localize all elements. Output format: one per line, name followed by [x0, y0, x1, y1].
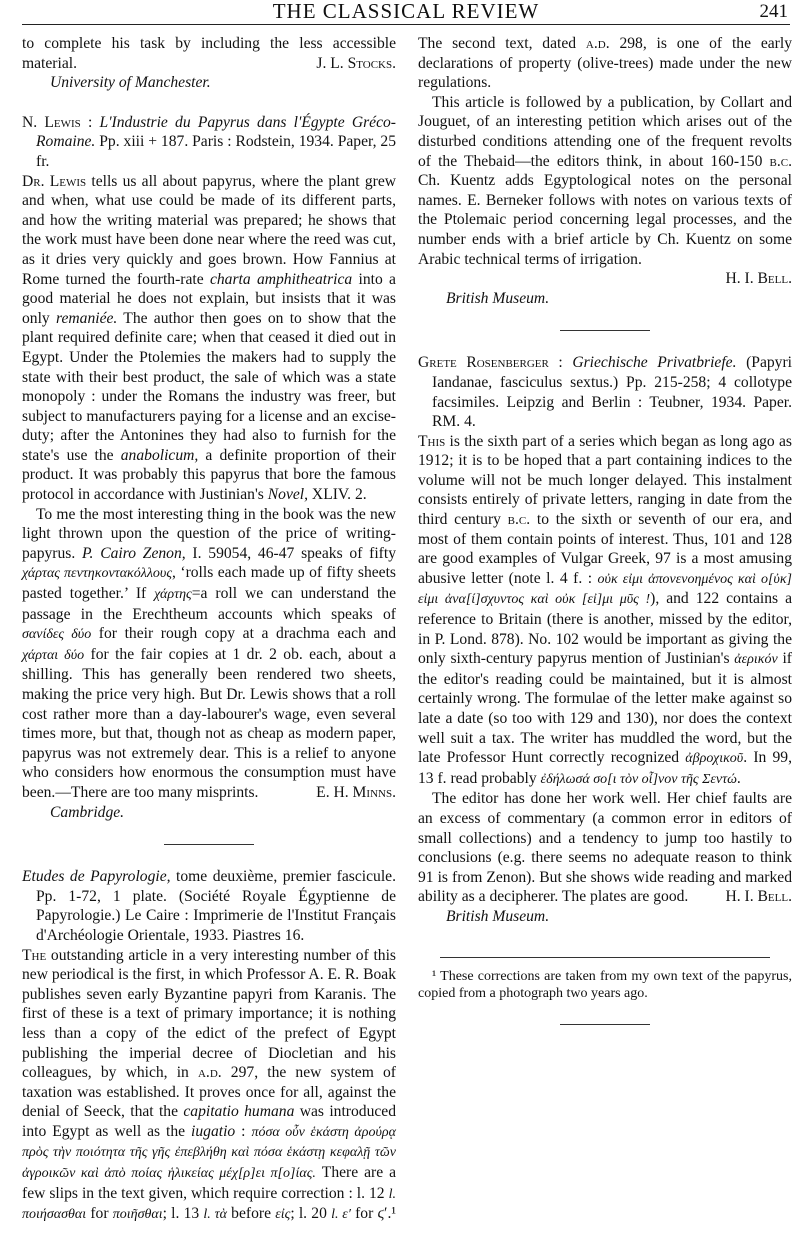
author-signature: E. H. Minns.: [316, 783, 396, 801]
text-run: ¹ These corrections are taken from my own text of the papyrus, copied from a photograph two years ago.: [418, 968, 792, 1001]
text-run: The author then goes on to show that the plant required definite care; when that ceased it died out in Egypt. Under the Ptolemies the makers had to supply the state with their best product, the sale of which was a state monopoly : under the Romans the industry was freer, but subject to manufacturers paying for a license and an excise-duty; after the Antonines they had also to furnish for the state's use the: [22, 309, 396, 464]
running-title: THE CLASSICAL REVIEW: [272, 0, 540, 23]
text-run: to complete his task by including the less accessible material.: [22, 35, 396, 72]
paragraph: [22, 34, 396, 73]
text-run: for the fair copies at 1 dr. 2 ob. each, about a shilling. This has generally been rendered two sheets, making the price very high. But Dr. Lewis shows that a roll cost rather more than a day-labourer's wage, even several times more, but that, though not as cheap as modern paper, papyrus was not extremely dear. This is a relief to anyone who considers how enormous the consumption must have been.—There are too many misprints.: [22, 645, 396, 801]
greek-text: πόσα οὖν ἑκάστη ἀρούρᾳ πρὸς τὴν ποιότητα τῆς γῆς ἐπεβλήθη καὶ πόσα ἑκάστῃ κεφαλῇ τῶν ἀγροικῶν καὶ ἀπὸ ποίας ἡλικείας μέχ[ρ]ει π[ο]ίας.: [22, 1124, 396, 1182]
section-divider: [164, 844, 254, 845]
text-run: Pp. xiii + 187. Paris : Rodstein, 1934. Paper, 25 fr.: [36, 133, 396, 170]
text-run: is the sixth part of a series which began as long ago as 1912; it is to be hoped that a part containing indices to the volume will not be much longer delayed. This instalment consists entirely of private letters, ranging in date from the third century: [418, 432, 792, 529]
greek-text: l. τὰ: [203, 1207, 227, 1223]
greek-text: χάρτης: [154, 587, 192, 603]
text-run: was introduced into Egypt as well as the: [22, 1103, 397, 1140]
greek-text: εἰς: [275, 1207, 291, 1223]
author-signature: H. I. Bell.: [725, 270, 792, 288]
greek-text: οὐκ εἰμι ἀπονενοημένος καὶ ο[ὐκ] εἰμι ἀνα[ί]σχυντος καὶ οὐκ [εἰ]μι μῦς !: [418, 571, 792, 608]
greek-text: ἀερικόν: [734, 652, 778, 668]
italic-text: Novel,: [267, 486, 309, 504]
text-run: ; l. 20: [290, 1205, 332, 1223]
text-run: This article is followed by a publication, by Collart and Jouguet, of an interesting petition which arises out of the disturbed conditions attending one of the frequent revolts of the Thebaid—the editors think, in about 160-150: [418, 93, 792, 170]
greek-text: l. ε′: [331, 1207, 351, 1223]
small-caps-text: b.c.: [507, 511, 531, 529]
review-heading: [22, 867, 396, 945]
section-divider: [560, 330, 650, 331]
text-run: 298, is one of the early declarations of property (olive-trees) made under the new regulations.: [418, 35, 792, 92]
small-caps-text: Dr. Lewis: [22, 172, 87, 190]
italic-text: charta amphitheatrica: [209, 270, 353, 288]
text-run: . In 99, 13 f. read probably: [418, 749, 792, 787]
text-run: There are a few slips in the text given, which require correction : l. 12: [22, 1164, 396, 1202]
section-divider: [560, 1024, 650, 1025]
reviewer-affiliation: Cambridge.: [50, 803, 125, 821]
greek-text: ἀβροχικοῦ: [685, 751, 744, 767]
spacer: [22, 93, 396, 113]
small-caps-text: This: [418, 432, 446, 450]
review-heading: [418, 353, 792, 431]
text-run: :: [80, 113, 100, 131]
greek-text: ποιῆσθαι: [112, 1207, 163, 1223]
text-run: before: [226, 1205, 276, 1223]
paragraph: [418, 93, 792, 269]
article-columns: [22, 34, 792, 1229]
text-run: =a roll we can understand the passage in the Erechtheum accounts which speaks of: [22, 585, 396, 623]
text-run: if the editor's reading could be maintained, but it is almost certainly wrong. The formulae of the letter make against so late a date (so too with 129 and 130), nor does the context well suit a tax. The writer has muddled the word, but the late Professor Hunt correctly recognized: [418, 650, 792, 767]
small-caps-text: The: [22, 946, 47, 964]
small-caps-text: a.d.: [197, 1064, 222, 1082]
italic-text: remaniée.: [55, 309, 118, 327]
greek-text: χάρτας πεντηκοντακόλλους: [22, 566, 172, 582]
text-run: tome deuxième, premier fascicule. Pp. 1-72, 1 plate. (Société Royale Égyptienne de Papyrologie.) Le Caire : Imprimerie de l'Institut Français d'Archéologie Orientale, 1933. Piastres 16.: [36, 868, 396, 944]
greek-text: ἐδήλωσά σο[ι τὸν οἶ]νον τῆς Σεντώ: [540, 771, 737, 787]
text-run: , ‘rolls each made up of fifty sheets pasted together.’ If: [22, 564, 396, 603]
author-signature: J. L. Stocks.: [316, 54, 396, 72]
reviewer-affiliation: British Museum.: [446, 907, 550, 925]
text-run: ), and 122 contains a reference to Britain (there is another, missed by the editor, in P. Lond. 878). No. 102 would be important as giving the only sixth-century papyrus mention of Justinian's: [418, 590, 792, 668]
review-heading: [22, 113, 396, 172]
small-caps-text: a.d.: [585, 35, 610, 52]
italic-text: Griechische Privatbriefe.: [572, 354, 737, 372]
paragraph: [418, 432, 792, 790]
reviewer-affiliation: University of Manchester.: [50, 74, 211, 92]
text-run: tells us all about papyrus, where the plant grew and when, what use could be made of its different parts, and how the writing material was prepared; he shows that the work must have been done near where the reed was cut, as it dries very quickly and goes brown. How Fannius at Rome turned the fourth-rate: [22, 172, 396, 288]
text-run: :: [235, 1122, 252, 1140]
small-caps-text: N. Lewis: [22, 113, 81, 131]
text-run: Ch. Kuentz adds Egyptological notes on the personal names. E. Berneker follows with notes on various texts of the Ptolemaic period concerning legal processes, and the number ends with a brief article by Ch. Kuentz on some Arabic technical terms of irrigation.: [418, 172, 792, 268]
text-run: I. 59054, 46-47 speaks of fifty: [185, 544, 396, 562]
text-run: outstanding article in a very interesting number of this new periodical is the first, in which Professor A. E. R. Boak publishes seven early Byzantine papyri from Karanis. The first of these is a text of primary importance; it is nothing less than a copy of the edict of the prefect of Egypt publishing the imperial decree of Diocletian and his colleagues, by which, in: [22, 946, 396, 1082]
paragraph: [22, 172, 396, 505]
text-run: 297, the new system of taxation was established. It proves once for all, against the denial of Seeck, that the: [22, 1064, 396, 1121]
text-run: for their rough copy at a drachma each and: [91, 625, 396, 643]
small-caps-text: Grete Rosenberger: [418, 354, 549, 372]
italic-text: P. Cairo Zenon,: [82, 544, 186, 562]
text-run: for ϛ′.¹ The second text, dated: [350, 35, 586, 1223]
page-header: [22, 0, 790, 25]
small-caps-text: b.c.: [769, 152, 792, 170]
footnote-divider: [440, 957, 770, 958]
italic-text: Etudes de Papyrologie,: [22, 868, 171, 886]
text-run: for: [86, 1205, 113, 1223]
text-run: XLIV. 2.: [308, 486, 367, 504]
paragraph: [22, 505, 396, 803]
text-run: .: [736, 769, 741, 787]
italic-text: L'Industrie du Papyrus dans l'Égypte Gréco-Romaine.: [36, 113, 397, 151]
text-run: ; l. 13: [162, 1205, 204, 1223]
text-run: (Papyri Iandanae, fasciculus sextus.) Pp. 215-258; 4 collotype facsimiles. Leipzig and Berlin : Teubner, 1934. Paper. RM. 4.: [432, 354, 792, 431]
text-run: The editor has done her work well. Her chief faults are an excess of commentary (a common error in editors of small collections) and a tendency to jump too hastily to conclusions (e.g. there seems no adequate reason to think 91 is from Zenon). But she shows wide reading and marked ability as a decipherer. The plates are good.: [418, 790, 792, 906]
italic-text: anabolicum,: [120, 446, 199, 464]
greek-text: σανίδες δύο: [22, 627, 92, 643]
italic-text: capitatio humana: [183, 1103, 295, 1121]
footnote: [418, 968, 792, 1002]
reviewer-affiliation: British Museum.: [446, 289, 550, 307]
paragraph: [418, 789, 792, 907]
page-number: 241: [759, 1, 788, 22]
author-signature: H. I. Bell.: [725, 888, 792, 906]
greek-text: χάρται δύο: [22, 647, 85, 663]
greek-text: l. ποιήσασθαι: [22, 1186, 396, 1223]
text-run: To me the most interesting thing in the book was the new light thrown upon the question of the price of writing-papyrus.: [22, 505, 396, 562]
italic-text: iugatio: [191, 1122, 236, 1140]
text-run: a definite proportion of their product. It was probably this papyrus that bore the famous protocol in accordance with Justinian's: [22, 446, 396, 504]
text-run: to the sixth or seventh of our era, and most of them contain points of interest. Thus, 101 and 128 are good examples of Vulgar Greek, 97 is a most amusing abusive letter (note l. 4 f. :: [418, 511, 792, 587]
text-run: into a good material he does not explain, but insists that it was only: [22, 270, 396, 327]
text-run: :: [548, 354, 573, 372]
